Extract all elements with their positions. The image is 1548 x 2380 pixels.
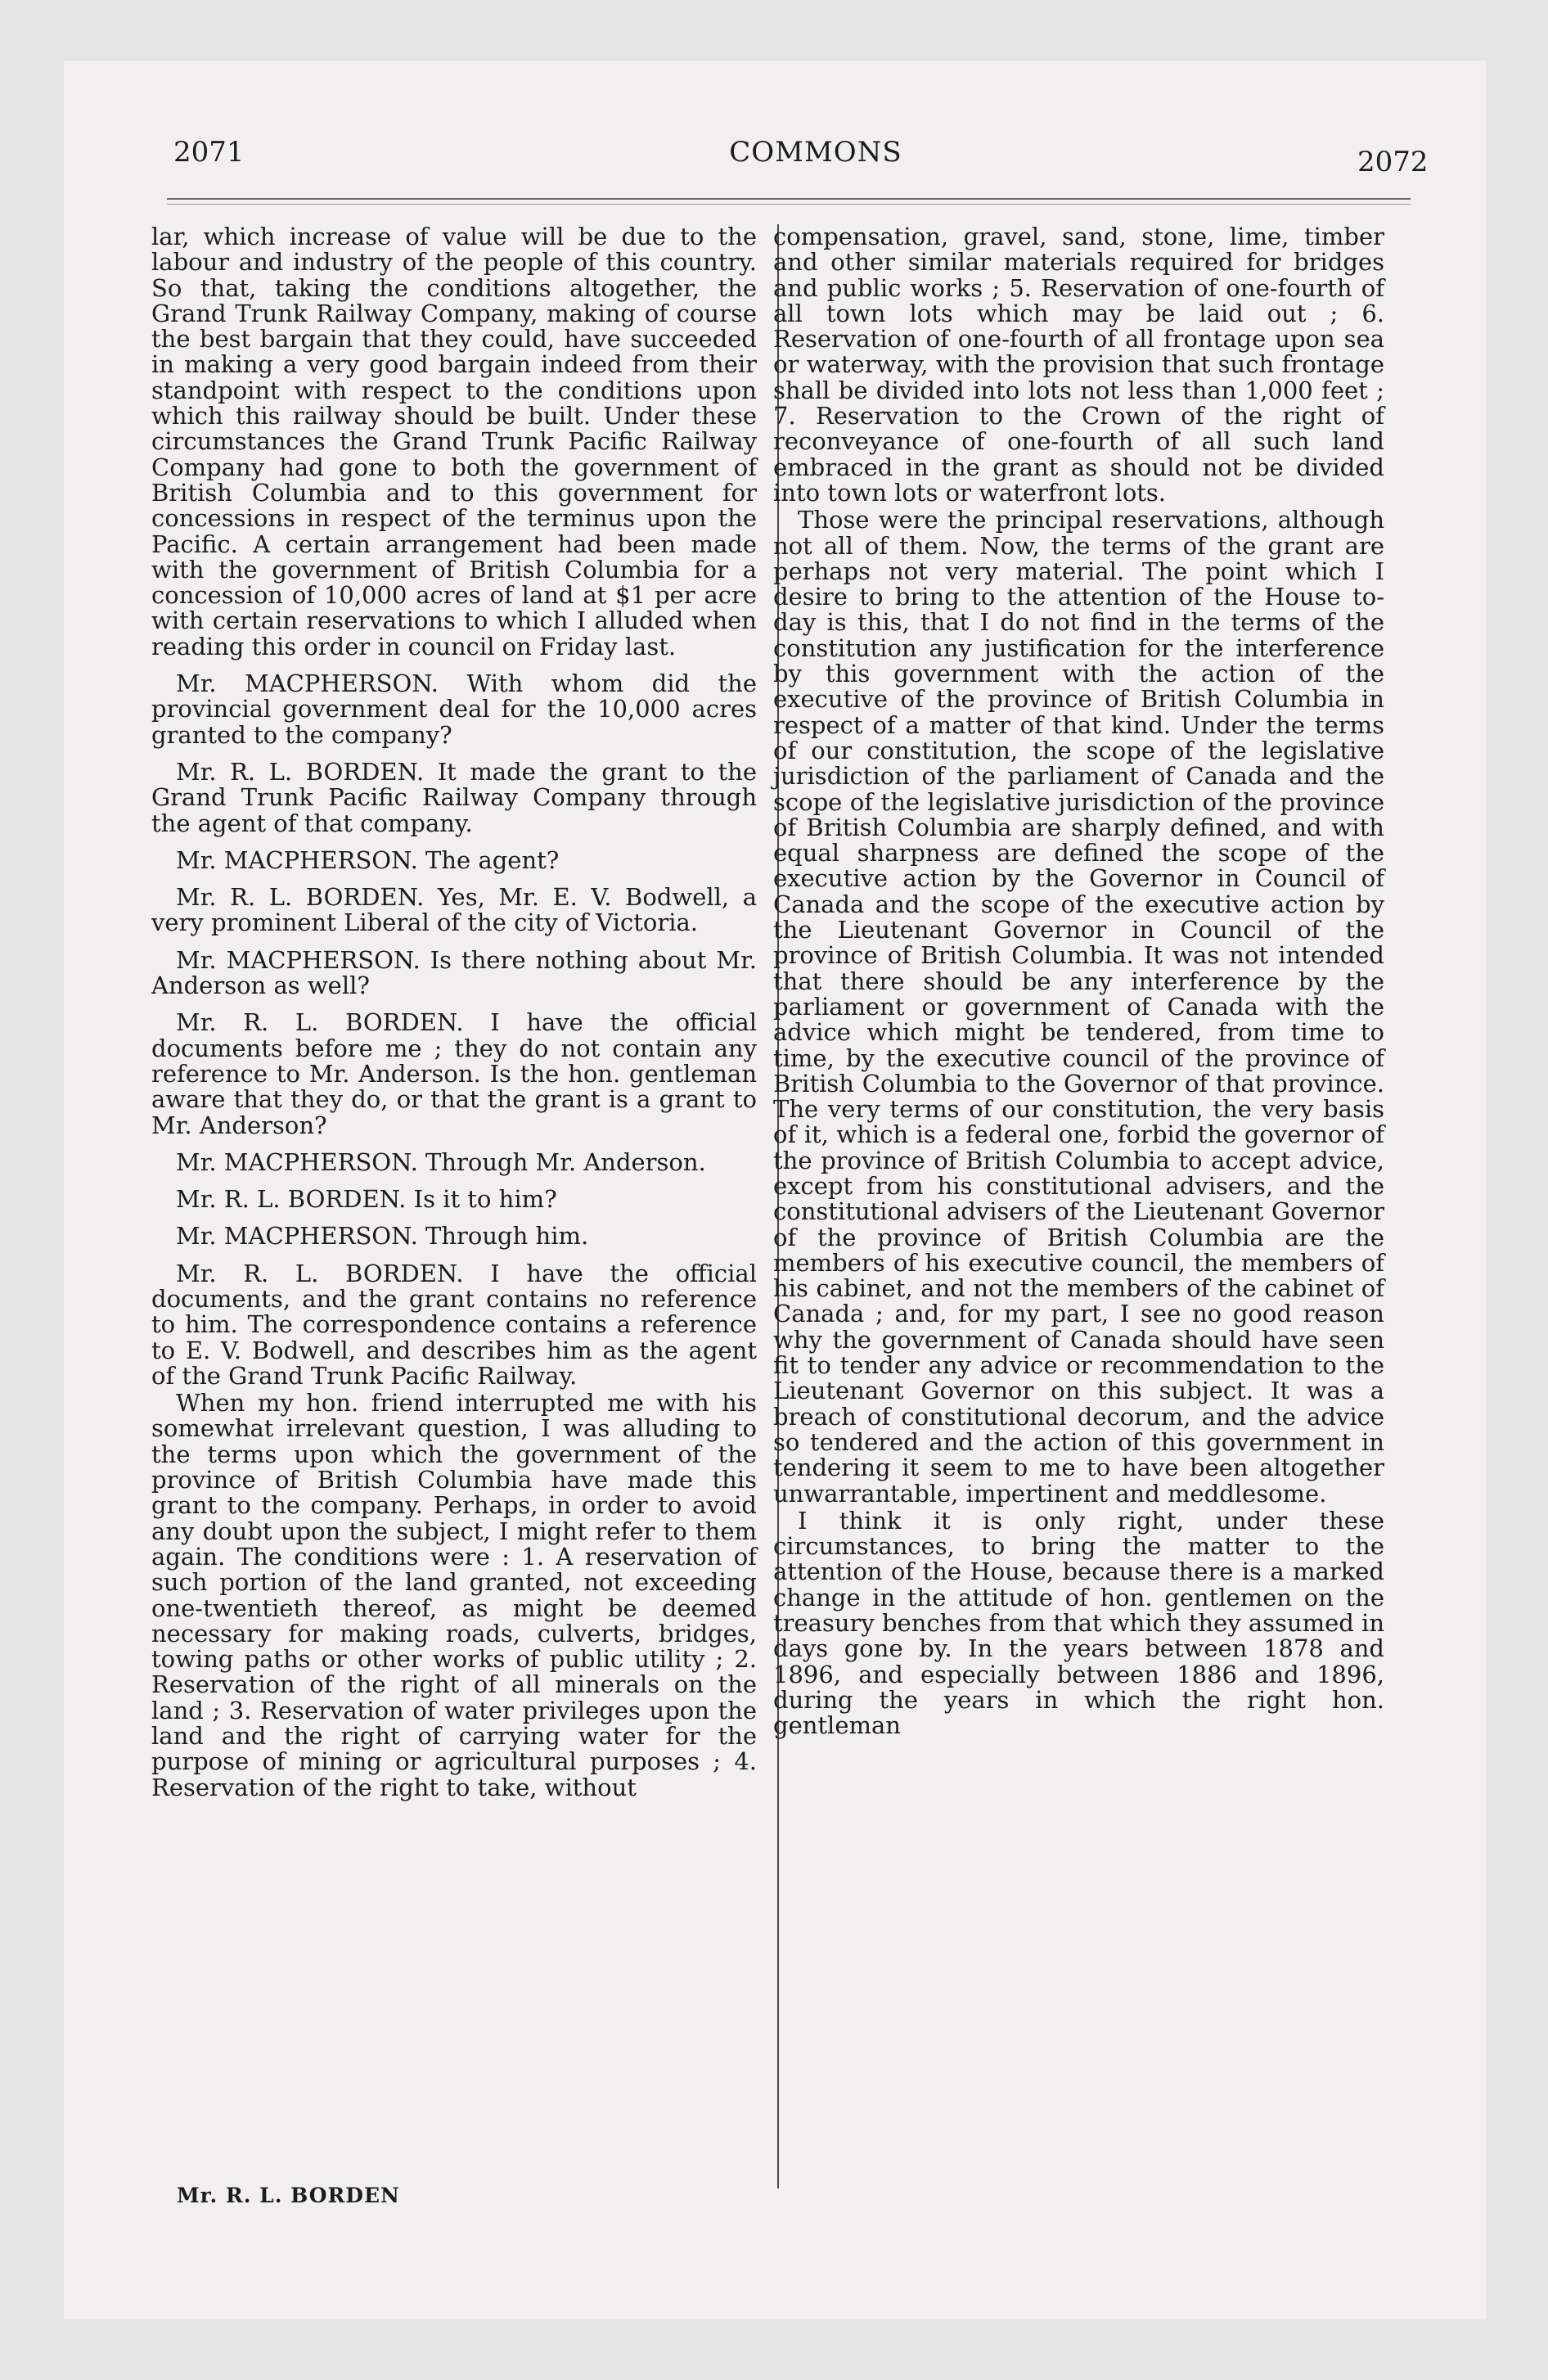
paragraph: Mr. MACPHERSON. Is there nothing about Mr. Anderson as well? [151, 945, 757, 1000]
paragraph: When my hon. friend interrupted me with his somewhat irrelevant question, I was alluding to the terms upon which the government of the province of British Columbia have made this grant to the company. Perhaps, in order to avoid any doubt upon the subject, I might refer to them again. The conditions were : 1. A reservation of such portion of the land granted, not exceeding one-twentieth thereof, as might be deemed necessary for making roads, culverts, bridges, towing paths or other works of public utility ; 2. Reservation of the right of all minerals on the land ; 3. Reservation of water privileges upon the land and the right of carrying water for the purpose of mining or agricultural purposes ; 4. Reservation of the right to take, without [151, 1389, 757, 1801]
page-number-left: 2071 [173, 136, 245, 169]
paragraph: I think it is only right, under these circumstances, to bring the matter to the attention of the House, because there is a marked change in the attitude of hon. gentlemen on the treasury benches from that which they assumed in days gone by. In the years between 1878 and 1896, and especially between 1886 and 1896, during the years in which the right hon. gentleman [773, 1506, 1384, 1740]
paragraph: Mr. R. L. BORDEN. I have the official documents, and the grant contains no reference to him. The correspondence contains a reference to E. V. Bodwell, and describes him as the agent of the Grand Trunk Pacific Railway. [151, 1259, 757, 1390]
paragraph: Mr. R. L. BORDEN. Is it to him? [176, 1185, 557, 1214]
paragraph: Mr. R. L. BORDEN. Yes, Mr. E. V. Bodwell, a very prominent Liberal of the city of Victoria. [151, 883, 757, 937]
running-head-title: COMMONS [729, 136, 902, 169]
header-rule-secondary [167, 204, 1411, 205]
speaker-signature: Mr. R. L. BORDEN [177, 2184, 400, 2207]
header-rule [167, 198, 1411, 200]
paragraph: Mr. MACPHERSON. Through Mr. Anderson. [176, 1147, 706, 1176]
right-column [773, 224, 1384, 1739]
page-header [64, 61, 1486, 224]
paragraph: Mr. MACPHERSON. Through him. [176, 1222, 589, 1251]
paragraph: Mr. MACPHERSON. With whom did the provincial government deal for the 10,000 acres granted to the company? [151, 669, 757, 749]
paragraph: compensation, gravel, sand, stone, lime, timber and other similar materials required for bridges and public works ; 5. Reservation of one-fourth of all town lots which may be laid out ; 6. Reservation of one-fourth of all frontage upon sea or waterway, with the provision that such frontage shall be divided into lots not less than 1,000 feet ; 7. Reservation to the Crown of the right of reconveyance of one-fourth of all such land embraced in the grant as should not be divided into town lots or waterfront lots. [773, 223, 1384, 507]
paragraph: lar, which increase of value will be due to the labour and industry of the people of this country. So that, taking the conditions altogether, the Grand Trunk Railway Company, making of course the best bargain that they could, have succeeded in making a very good bargain indeed from their standpoint with respect to the conditions upon which this railway should be built. Under these circumstances the Grand Trunk Pacific Railway Company had gone to both the government of British Columbia and to this government for concessions in respect of the terminus upon the Pacific. A certain arrangement had been made with the government of British Columbia for a concession of 10,000 acres of land at $1 per acre with certain reservations to which I alluded when reading this order in council on Friday last. [151, 223, 757, 660]
hansard-page [64, 61, 1486, 2319]
paragraph: Mr. MACPHERSON. The agent? [176, 845, 560, 874]
paragraph: Mr. R. L. BORDEN. It made the grant to the Grand Trunk Pacific Railway Company through the agent of that company. [151, 757, 757, 837]
paragraph: Those were the principal reservations, although not all of them. Now, the terms of the grant are perhaps not very material. The point which I desire to bring to the attention of the House to-day is this, that I do not find in the terms of the constitution any justification for the interference by this government with the action of the executive of the province of British Columbia in respect of a matter of that kind. Under the terms of our constitution, the scope of the legislative jurisdiction of the parliament of Canada and the scope of the legislative jurisdiction of the province of British Columbia are sharply defined, and with equal sharpness are defined the scope of the executive action by the Governor in Council of Canada and the scope of the executive action by the Lieutenant Governor in Council of the province of British Columbia. It was not intended that there should be any interference by the parliament or government of Canada with the advice which might be tendered, from time to time, by the executive council of the province of British Columbia to the Governor of that province. The very terms of our constitution, the very basis of it, which is a federal one, forbid the governor of the province of British Columbia to accept advice, except from his constitutional advisers, and the constitutional advisers of the Lieutenant Governor of the province of British Columbia are the members of his executive council, the members of his cabinet, and not the members of the cabinet of Canada ; and, for my part, I see no good reason why the government of Canada should have seen fit to tender any advice or recommendation to the Lieutenant Governor on this subject. It was a breach of constitutional decorum, and the advice so tendered and the action of this government in tendering it seem to me to have been altogether unwarrantable, impertinent and meddlesome. [773, 506, 1384, 1508]
left-column [151, 224, 757, 1801]
paragraph: Mr. R. L. BORDEN. I have the official documents before me ; they do not contain any reference to Mr. Anderson. Is the hon. gentleman aware that they do, or that the grant is a grant to Mr. Anderson? [151, 1008, 757, 1139]
page-number-right: 2072 [1357, 146, 1429, 178]
